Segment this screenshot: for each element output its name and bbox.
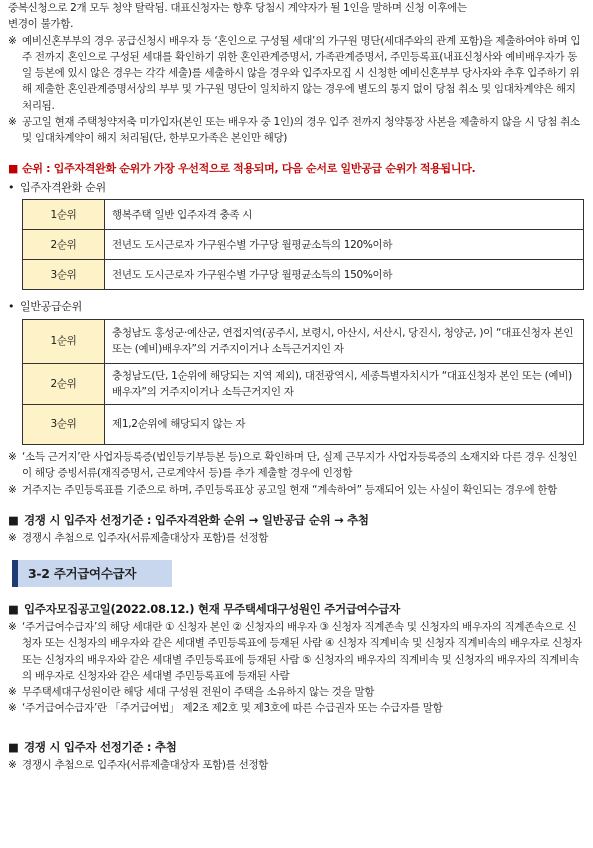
rank-cell: 1순위 xyxy=(23,319,105,363)
rank-desc-cell: 충청남도(단, 1순위에 해당되는 지역 제외), 대전광역시, 세종특별자치시가 “대표신청자 본인 또는 (예비)배우자”의 거주지이거나 소득근거지인 자 xyxy=(105,363,584,405)
selection-criteria-heading-text: 경쟁 시 입주자 선정기준 : 입주자격완화 순위 → 일반공급 순위 → 추첨 xyxy=(24,512,369,527)
general-priority-table xyxy=(22,319,584,446)
recruit-heading xyxy=(8,601,585,619)
rank-cell: 3순위 xyxy=(23,405,105,445)
rank-desc-cell: 전년도 도시근로자 가구원수별 가구당 월평균소득의 150%이하 xyxy=(105,260,584,290)
rank-desc-cell: 전년도 도시근로자 가구원수별 가구당 월평균소득의 120%이하 xyxy=(105,230,584,260)
dot-bullet-icon: • xyxy=(8,181,15,195)
note-housing-benefit-law xyxy=(8,700,585,716)
note-lottery-2 xyxy=(8,757,585,773)
note-text: ‘주거급여수급자’란 「주거급여법」 제2조 제2호 및 제3호에 따른 수급권자 또는 수급자를 말함 xyxy=(22,702,443,715)
note-mark: ※ xyxy=(8,34,17,47)
table-row xyxy=(23,319,584,363)
square-bullet-icon: ■ xyxy=(8,512,19,527)
table-row xyxy=(23,260,584,290)
priority-heading xyxy=(8,160,585,177)
note-household-definition xyxy=(8,619,585,684)
table-row xyxy=(23,363,584,405)
note-mark: ※ xyxy=(8,115,17,128)
general-priority-label-text: 일반공급순위 xyxy=(20,300,82,314)
priority-heading-text: 순위 : 입주자격완화 순위가 가장 우선적으로 적용되며, 다음 순서로 일반공급 순위가 적용됩니다. xyxy=(22,162,476,176)
table-row xyxy=(23,405,584,445)
note-text: 예비신혼부부의 경우 공급신청시 배우자 등 ‘혼인으로 구성될 세대’의 가구원 명단(세대주와의 관계 포함)을 제출하여야 하며 입주 전까지 혼인으로 구성된 세대를 확인하기 위한 혼인관계증명서, 가족관계증명서, 주민등록표(내표신청사와 예비배우자가 동일 등본에 있시 않은 경우는 각각 세출)를 세출하시 않을 경우와 입주자모집 시 신청한 예비신혼부부 당사자와 추후 입주하기 위해 제출한 혼인관계증명서상의 부부 및 가구원 명단이 일치하지 않는 경우에 별도의 통지 없이 당첨 취소 및 임대차계약은 해지 처리됨. xyxy=(22,34,581,112)
selection-criteria-heading xyxy=(8,512,585,530)
note-text: ‘주거급여수급자’의 해당 세대란 ① 신청자 본인 ② 신청자의 배우자 ③ 신청자 직계존속 및 신청자의 배우자의 직계존속으로 신청자 또는 신청자의 배우자와 같은 세대별 주민등록표에 등재된 사람 ④ 신청자 직계비속 및 신청자 직계비속의 배우자로 신청자 또는 신청자의 배우자와 같은 세대별 주민등록표에 등재된 사람 ⑤ 신청자의 배우자의 직계비속 및 신청자의 배우자의 직계비속의 배우자로 신청자와 같은 세대별 주민등록표에 등재된 사람 xyxy=(22,621,582,682)
intro-paragraph xyxy=(8,0,585,33)
dot-bullet-icon: • xyxy=(8,300,15,314)
note-mark: ※ xyxy=(8,686,17,699)
note-mark: ※ xyxy=(8,758,17,771)
note-prospective-newlyweds xyxy=(8,33,585,114)
note-text: 공고일 현재 주택청약저축 미가입자(본인 또는 배우자 중 1인)의 경우 입주 전까지 청약통장 사본을 제출하지 않을 시 당첨 취소 및 임대차계약이 해지 처리됨(단, 한부모가족은 본인만 해당) xyxy=(22,115,580,145)
note-text: ‘소득 근거지’란 사업자등록증(법인등기부등본 등)으로 확인하며 단, 실제 근무지가 사업자등록증의 소재지와 다른 경우 신청인이 해당 증빙서류(재직증명서, 근로계약서 등)를 추가 제출할 경우에 인정함 xyxy=(22,451,578,480)
section-title: 3-2 주거급여수급자 xyxy=(12,560,172,587)
rank-desc-cell: 제1,2순위에 해당되지 않는 자 xyxy=(105,405,584,445)
intro-line-1: 중복신청으로 2개 모두 청약 탈락됨. 대표신청자는 향후 당첨시 계약자가 될 1인을 말하며 신청 이후에는 xyxy=(8,2,467,14)
note-mark: ※ xyxy=(8,621,17,634)
note-savings-account xyxy=(8,114,585,147)
note-text: 경쟁시 추첨으로 입주자(서류제출대상자 포함)를 선정함 xyxy=(22,758,269,771)
note-homeless-household xyxy=(8,684,585,700)
rank-cell: 2순위 xyxy=(23,230,105,260)
rank-cell: 2순위 xyxy=(23,363,105,405)
table-row xyxy=(23,230,584,260)
intro-line-2: 변경이 불가함. xyxy=(8,18,74,31)
relaxed-priority-label xyxy=(8,179,585,196)
square-bullet-icon: ■ xyxy=(8,162,19,176)
general-priority-label xyxy=(8,298,585,315)
relaxed-priority-table xyxy=(22,199,584,290)
note-mark: ※ xyxy=(8,483,17,496)
square-bullet-icon: ■ xyxy=(8,739,19,754)
note-lottery xyxy=(8,530,585,546)
note-mark: ※ xyxy=(8,451,17,464)
note-text: 경쟁시 추첨으로 입주자(서류제출대상자 포함)를 선정함 xyxy=(22,531,269,544)
selection-criteria-heading-2 xyxy=(8,739,585,757)
selection-criteria-heading-2-text: 경쟁 시 입주자 선정기준 : 추첨 xyxy=(24,739,177,754)
rank-cell: 3순위 xyxy=(23,260,105,290)
note-residence xyxy=(8,482,585,498)
relaxed-priority-label-text: 입주자격완화 순위 xyxy=(20,181,106,195)
note-mark: ※ xyxy=(8,702,17,715)
recruit-heading-text: 입주자모집공고일(2022.08.12.) 현재 무주택세대구성원인 주거급여수급자 xyxy=(24,602,400,617)
rank-desc-cell: 충청남도 홍성군·예산군, 연접지역(공주시, 보령시, 아산시, 서산시, 당진시, 청양군, )이 “대표신청자 본인 또는 (예비)배우자”의 거주지이거나 소득근거지인 자 xyxy=(105,319,584,363)
table-row xyxy=(23,200,584,230)
note-text: 거주지는 주민등록표를 기준으로 하며, 주민등록표상 공고일 현재 “계속하여” 등재되어 있는 사실이 확인되는 경우에 한함 xyxy=(22,483,558,496)
note-text: 무주택세대구성원이란 해당 세대 구성원 전원이 주택을 소유하지 않는 것을 말함 xyxy=(22,686,375,699)
rank-desc-cell: 행복주택 일반 입주자격 충족 시 xyxy=(105,200,584,230)
note-mark: ※ xyxy=(8,531,17,544)
rank-cell: 1순위 xyxy=(23,200,105,230)
square-bullet-icon: ■ xyxy=(8,602,19,617)
note-income-base xyxy=(8,449,585,482)
